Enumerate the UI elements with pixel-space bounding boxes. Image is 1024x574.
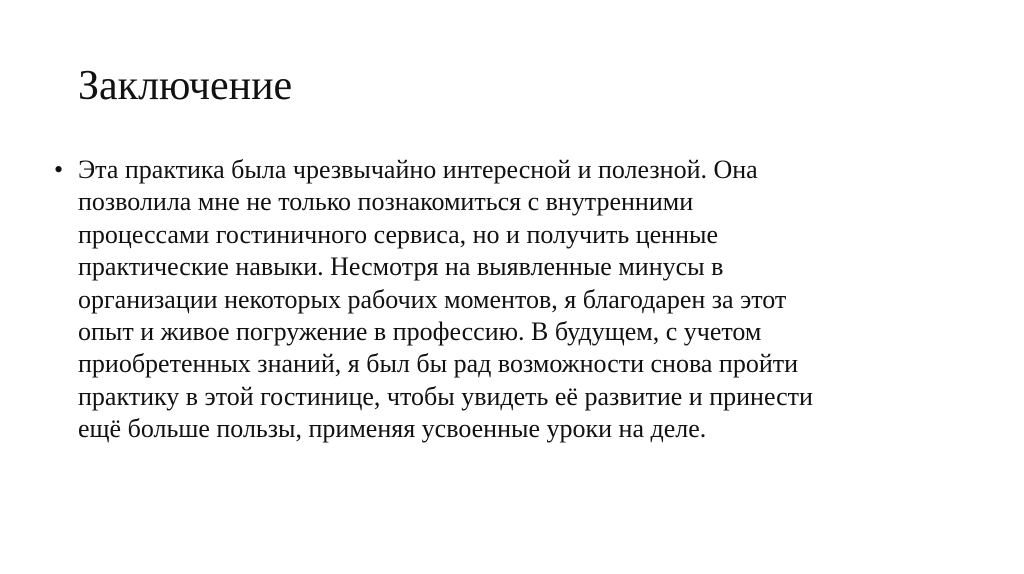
bullet-text-line-9: ещё больше пользы, применяя усвоенные уроки на деле.: [78, 414, 707, 444]
bullet-list: [54, 154, 934, 446]
bullet-text: [78, 154, 934, 446]
bullet-text-line-1: Эта практика была чрезвычайно интересной и полезной. Она: [78, 155, 758, 184]
slide-title: Заключение: [78, 63, 293, 109]
bullet-marker: •: [54, 155, 64, 184]
bullet-text-line-3: процессами гостиничного сервиса, но и получить ценные: [78, 219, 718, 249]
bullet-text-line-6: опыт и живое погружение в профессию. В будущем, с учетом: [78, 317, 762, 347]
bullet-text-line-2: позволила мне не только познакомиться с внутренними: [78, 187, 694, 217]
bullet-text-line-4: практические навыки. Несмотря на выявленные минусы в: [78, 252, 724, 282]
bullet-text-line-7: приобретенных знаний, я был бы рад возможности снова пройти: [78, 349, 799, 379]
bullet-text-line-5: организации некоторых рабочих моментов, я благодарен за этот: [78, 284, 787, 314]
bullet-text-line-8: практику в этой гостинице, чтобы увидеть её развитие и принести: [78, 381, 813, 411]
bullet-item: [54, 154, 934, 446]
